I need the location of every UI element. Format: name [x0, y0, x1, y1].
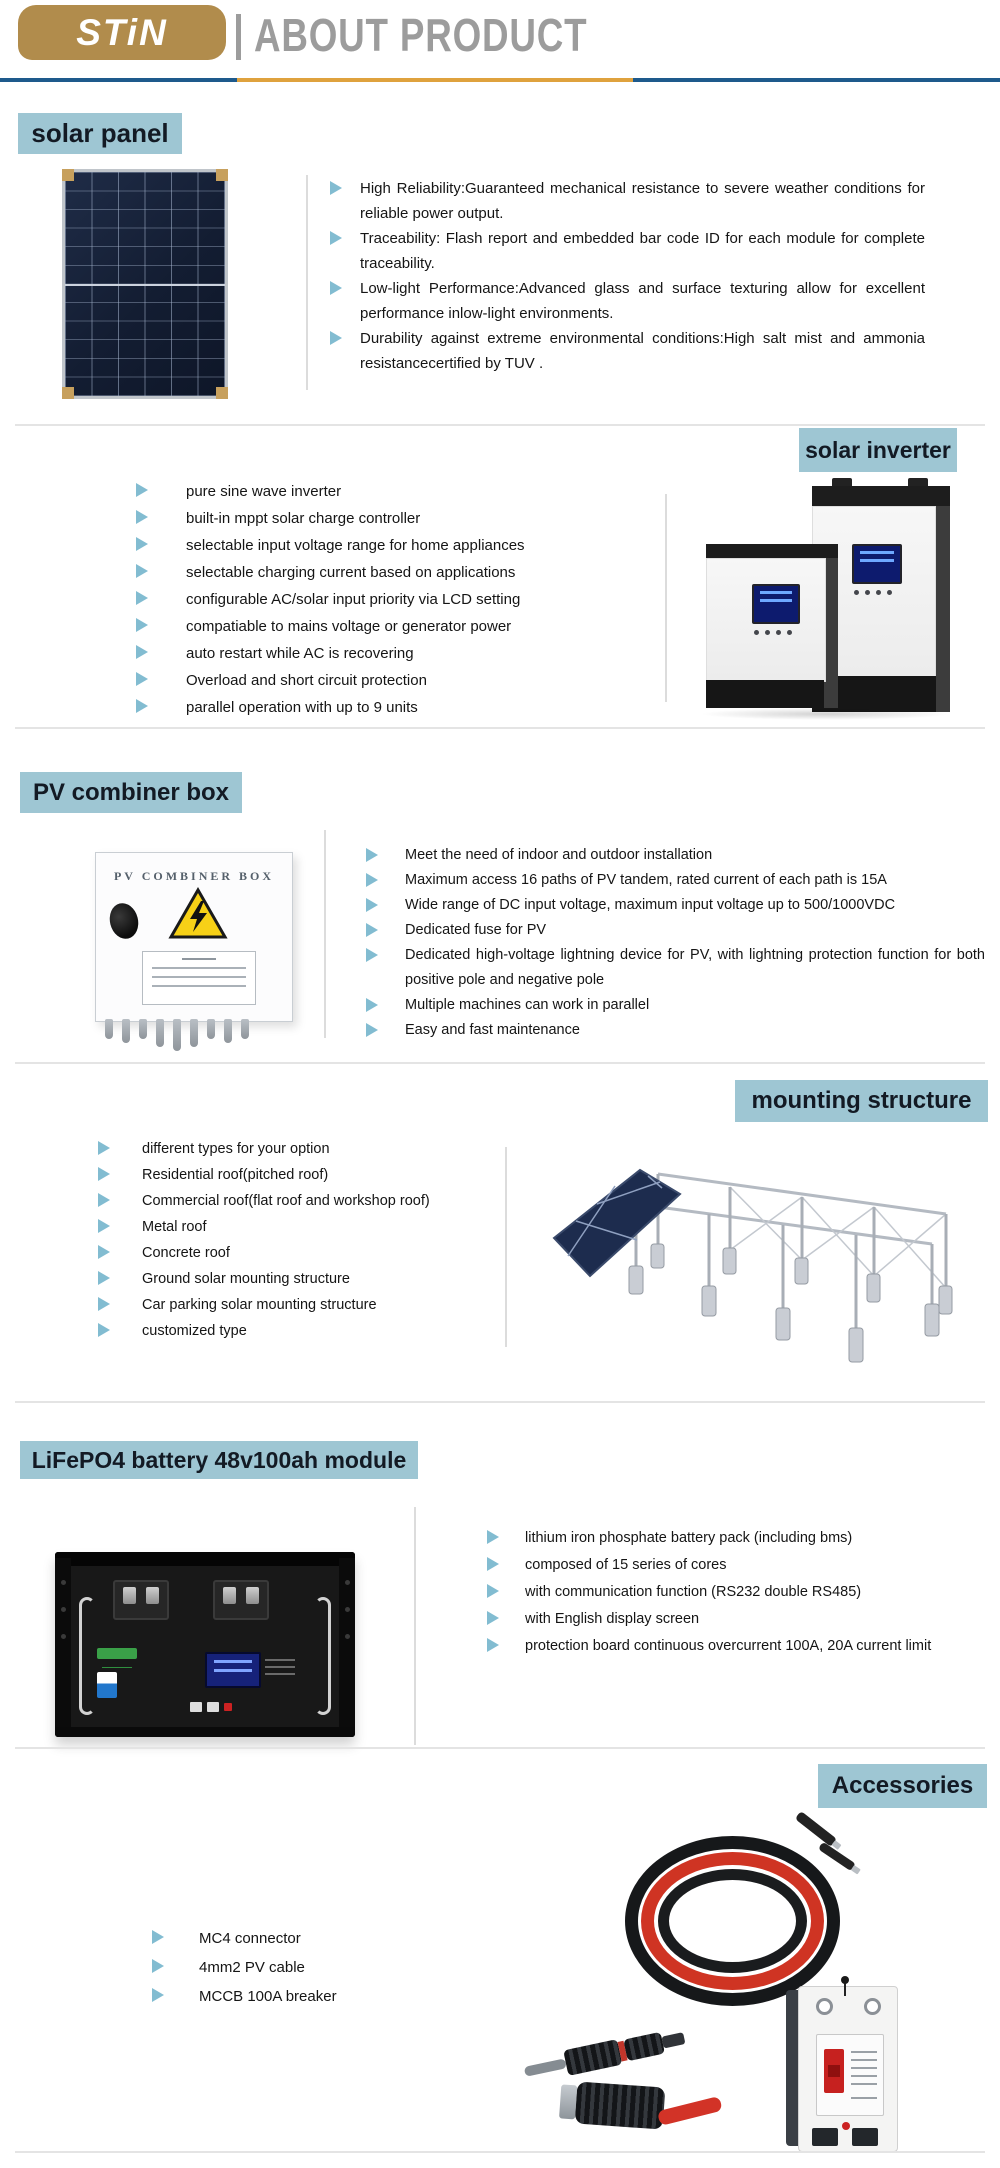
breaker-label-panel: [816, 2034, 884, 2116]
bullet-item: [366, 843, 986, 868]
bullet-item: [98, 1167, 518, 1193]
bullet-text: selectable input voltage range for home appliances: [186, 537, 525, 554]
bullet-arrow-icon: [487, 1530, 499, 1544]
separator-line: [306, 175, 308, 390]
bullet-text: Traceability: Flash report and embedded bar code ID for each module for complete traceability.: [360, 230, 925, 272]
header-line-navy-right: [633, 78, 1000, 82]
battery-panel-text: [265, 1654, 295, 1675]
bullet-arrow-icon: [330, 231, 342, 245]
section-divider: [15, 1747, 985, 1749]
section-label-text: solar inverter: [805, 436, 951, 463]
separator-line: [505, 1147, 507, 1347]
bullet-text: different types for your option: [142, 1141, 330, 1157]
bullet-item: [136, 699, 616, 726]
bullet-item: [136, 645, 616, 672]
bullet-arrow-icon: [487, 1557, 499, 1571]
breaker-terminal: [812, 2128, 838, 2146]
bullet-text: Meet the need of indoor and outdoor installation: [405, 847, 713, 863]
bullet-text: Car parking solar mounting structure: [142, 1297, 377, 1313]
bullet-item: [98, 1141, 518, 1167]
bullet-arrow-icon: [98, 1193, 110, 1207]
battery-bullet-list: [487, 1530, 987, 1665]
section-label-text: LiFePO4 battery 48v100ah module: [31, 1446, 407, 1473]
bullet-arrow-icon: [98, 1219, 110, 1233]
solar-panel-image: [62, 169, 228, 399]
bullet-item: [487, 1584, 987, 1611]
section-label-pv-combiner-box: [20, 772, 242, 813]
bullet-arrow-icon: [136, 564, 148, 578]
header-line-navy-left: [0, 78, 237, 82]
accessories-bullet-list: [152, 1930, 472, 2017]
cable-ring-inner: [658, 1869, 807, 1973]
bullet-text: configurable AC/solar input priority via LCD setting: [186, 591, 521, 608]
bullet-arrow-icon: [366, 1023, 378, 1037]
combiner-caption: PV COMBINER BOX: [113, 869, 275, 883]
bullet-text: Ground solar mounting structure: [142, 1271, 350, 1287]
bullet-arrow-icon: [366, 948, 378, 962]
bullet-arrow-icon: [330, 281, 342, 295]
bullet-text: auto restart while AC is recovering: [186, 645, 414, 662]
bullet-text: Overload and short circuit protection: [186, 672, 427, 689]
section-label-solar-inverter: [799, 428, 957, 472]
inverter-lcd: [752, 584, 800, 624]
section-label-text: PV combiner box: [32, 778, 230, 806]
bullet-text: Concrete roof: [142, 1245, 230, 1261]
bullet-arrow-icon: [98, 1141, 110, 1155]
section-label-text: solar panel: [31, 118, 169, 148]
bullet-item: [152, 1988, 472, 2017]
warning-triangle-icon: [168, 887, 228, 941]
breaker-terminal: [852, 2128, 878, 2146]
mounting-bullet-list: [98, 1141, 518, 1349]
bullet-arrow-icon: [330, 331, 342, 345]
inverter-shadow: [700, 708, 950, 720]
bullet-text: composed of 15 series of cores: [525, 1557, 727, 1573]
inverter-lcd: [852, 544, 902, 584]
panel-busbar: [65, 284, 225, 286]
bullet-arrow-icon: [136, 537, 148, 551]
battery-ports: [190, 1702, 232, 1712]
bullet-item: [98, 1219, 518, 1245]
bullet-item: [136, 618, 616, 645]
section-label-mounting-structure: [735, 1080, 988, 1122]
bullet-arrow-icon: [152, 1988, 164, 2002]
panel-clamp: [62, 169, 74, 181]
inverter-bottom: [706, 680, 824, 708]
section-label-text: Accessories: [831, 1772, 974, 1799]
section-divider: [15, 424, 985, 426]
bullet-item: [366, 918, 986, 943]
bullet-arrow-icon: [487, 1611, 499, 1625]
bullet-item: [366, 868, 986, 893]
bullet-text: lithium iron phosphate battery pack (including bms): [525, 1530, 853, 1546]
bullet-arrow-icon: [366, 998, 378, 1012]
connector-body: [563, 2039, 622, 2076]
bullet-text: Wide range of DC input voltage, maximum input voltage up to 500/1000VDC: [405, 897, 896, 913]
mccb-breaker-image: [786, 1986, 898, 2150]
bullet-text: 4mm2 PV cable: [199, 1959, 305, 1976]
bullet-arrow-icon: [366, 923, 378, 937]
bullet-text: Residential roof(pitched roof): [142, 1167, 329, 1183]
bullet-text: parallel operation with up to 9 units: [186, 699, 418, 716]
bullet-arrow-icon: [136, 699, 148, 713]
bullet-item: [98, 1193, 518, 1219]
combiner-notice-label: [142, 951, 256, 1005]
bullet-text: Metal roof: [142, 1219, 207, 1235]
bullet-text: Easy and fast maintenance: [405, 1022, 580, 1038]
solar-inverter-image-small: [706, 544, 838, 708]
bullet-arrow-icon: [98, 1167, 110, 1181]
battery-sticker: [97, 1672, 117, 1698]
bullet-arrow-icon: [136, 618, 148, 632]
bullet-arrow-icon: [98, 1297, 110, 1311]
section-label-text: mounting structure: [751, 1087, 972, 1114]
bullet-arrow-icon: [366, 873, 378, 887]
battery-handle: [79, 1597, 95, 1715]
bullet-item: [152, 1959, 472, 1988]
battery-terminal-block: [213, 1580, 269, 1620]
cable-stub: [524, 2058, 567, 2077]
mounting-structure-image: [540, 1128, 970, 1368]
mc4-coupler-image: [559, 2080, 724, 2133]
bullet-item: [136, 564, 616, 591]
solar-panel-bullet-list: [330, 176, 970, 376]
bullet-arrow-icon: [487, 1584, 499, 1598]
combiner-bullet-list: [366, 843, 986, 1043]
pv-cable-coil-image: [625, 1836, 840, 2006]
separator-line: [665, 494, 667, 702]
bullet-item: [330, 176, 970, 226]
panel-clamp: [216, 169, 228, 181]
breaker-switch: [824, 2049, 844, 2093]
bullet-item: [98, 1297, 518, 1323]
brand-logo-text: STiN: [76, 11, 168, 53]
bullet-item: [366, 1018, 986, 1043]
bullet-arrow-icon: [136, 591, 148, 605]
section-divider: [15, 727, 985, 729]
bullet-item: [487, 1638, 987, 1665]
inverter-side: [936, 486, 950, 712]
page-title: ABOUT PRODUCT: [254, 9, 588, 61]
bullet-text: MC4 connector: [199, 1930, 301, 1947]
bullet-item: [152, 1930, 472, 1959]
bullet-arrow-icon: [136, 483, 148, 497]
pv-combiner-box-image: [95, 852, 293, 1022]
separator-line: [414, 1507, 416, 1745]
bullet-text: with communication function (RS232 double RS485): [525, 1584, 862, 1600]
battery-terminal-block: [113, 1580, 169, 1620]
coupler-body: [575, 2082, 666, 2130]
battery-foot: [55, 1727, 355, 1737]
bullet-item: [330, 226, 970, 276]
bullet-arrow-icon: [98, 1245, 110, 1259]
bullet-text: customized type: [142, 1323, 247, 1339]
section-divider: [15, 2151, 985, 2153]
bullet-item: [487, 1557, 987, 1584]
bullet-item: [136, 483, 616, 510]
bullet-item: [366, 893, 986, 918]
bullet-item: [98, 1271, 518, 1297]
bullet-item: [366, 943, 986, 993]
battery-rack-ear: [339, 1558, 355, 1731]
bullet-text: Dedicated high-voltage lightning device for PV, with lightning protection function for both positive pole and negative pole: [405, 947, 985, 988]
section-divider: [15, 1401, 985, 1403]
bullet-arrow-icon: [152, 1959, 164, 1973]
inverter-buttons: [854, 590, 892, 595]
bullet-text: selectable charging current based on applications: [186, 564, 516, 581]
panel-clamp: [216, 387, 228, 399]
bullet-item: [136, 672, 616, 699]
bullet-item: [330, 276, 970, 326]
bullet-item: [366, 993, 986, 1018]
section-label-solar-panel: [18, 113, 182, 154]
bullet-arrow-icon: [98, 1271, 110, 1285]
header-line-gold: [237, 78, 633, 82]
bullet-arrow-icon: [136, 672, 148, 686]
bullet-text: MCCB 100A breaker: [199, 1988, 337, 2005]
bullet-text: with English display screen: [525, 1611, 700, 1627]
breaker-screw: [816, 1998, 833, 2015]
breaker-trip-pin: [844, 1980, 846, 1996]
bullet-item: [487, 1611, 987, 1638]
bullet-text: Low-light Performance:Advanced glass and surface texturing allow for excellent performance inlow-light environments.: [360, 280, 925, 322]
battery-handle: [315, 1597, 331, 1715]
bullet-text: built-in mppt solar charge controller: [186, 510, 421, 527]
red-cable: [657, 2095, 723, 2125]
connector-nut: [623, 2032, 665, 2061]
bullet-arrow-icon: [98, 1323, 110, 1337]
brand-logo: [18, 5, 226, 60]
bullet-arrow-icon: [487, 1638, 499, 1652]
bullet-text: High Reliability:Guaranteed mechanical resistance to severe weather conditions for reliable power output.: [360, 180, 925, 222]
section-divider: [15, 1062, 985, 1064]
connector-tip: [661, 2032, 685, 2048]
bullet-text: Commercial roof(flat roof and workshop roof): [142, 1193, 430, 1209]
header-divider-bar: [236, 14, 241, 60]
solar-inverter-bullet-list: [136, 483, 616, 726]
bullet-arrow-icon: [366, 848, 378, 862]
bullet-text: Maximum access 16 paths of PV tandem, rated current of each path is 15A: [405, 872, 887, 888]
bullet-arrow-icon: [330, 181, 342, 195]
bullet-item: [136, 510, 616, 537]
combiner-connectors: [105, 1019, 249, 1051]
breaker-indicator: [842, 2122, 850, 2130]
bullet-text: Dedicated fuse for PV: [405, 922, 547, 938]
battery-lid: [55, 1552, 355, 1566]
inverter-top: [812, 486, 950, 506]
bullet-text: Multiple machines can work in parallel: [405, 997, 650, 1013]
inverter-side: [824, 544, 838, 708]
bullet-text: protection board continuous overcurrent 100A, 20A current limit: [525, 1638, 932, 1654]
battery-rack-ear: [55, 1558, 71, 1731]
bullet-arrow-icon: [366, 898, 378, 912]
bullet-item: [330, 326, 970, 376]
bullet-text: pure sine wave inverter: [186, 483, 342, 500]
bullet-item: [136, 591, 616, 618]
bullet-item: [98, 1245, 518, 1271]
cable-end-connector: [795, 1811, 837, 1847]
bullet-arrow-icon: [136, 645, 148, 659]
section-label-battery: [20, 1441, 418, 1479]
battery-lcd: [205, 1652, 261, 1688]
inverter-top: [706, 544, 838, 558]
battery-green-connector: [97, 1648, 137, 1659]
inverter-buttons: [754, 630, 792, 635]
bullet-item: [136, 537, 616, 564]
breaker-screw: [864, 1998, 881, 2015]
bullet-arrow-icon: [136, 510, 148, 524]
bullet-item: [487, 1530, 987, 1557]
separator-line: [324, 830, 326, 1038]
bullet-text: compatiable to mains voltage or generator power: [186, 618, 512, 635]
mc4-connector-image: [522, 2025, 687, 2084]
breaker-side: [786, 1990, 798, 2146]
battery-image: [55, 1552, 355, 1737]
combiner-knob: [106, 900, 142, 942]
panel-clamp: [62, 387, 74, 399]
bullet-arrow-icon: [152, 1930, 164, 1944]
bullet-item: [98, 1323, 518, 1349]
bullet-text: Durability against extreme environmental conditions:High salt mist and ammonia resistancecertified by TUV .: [360, 330, 925, 372]
section-label-accessories: [818, 1764, 987, 1808]
